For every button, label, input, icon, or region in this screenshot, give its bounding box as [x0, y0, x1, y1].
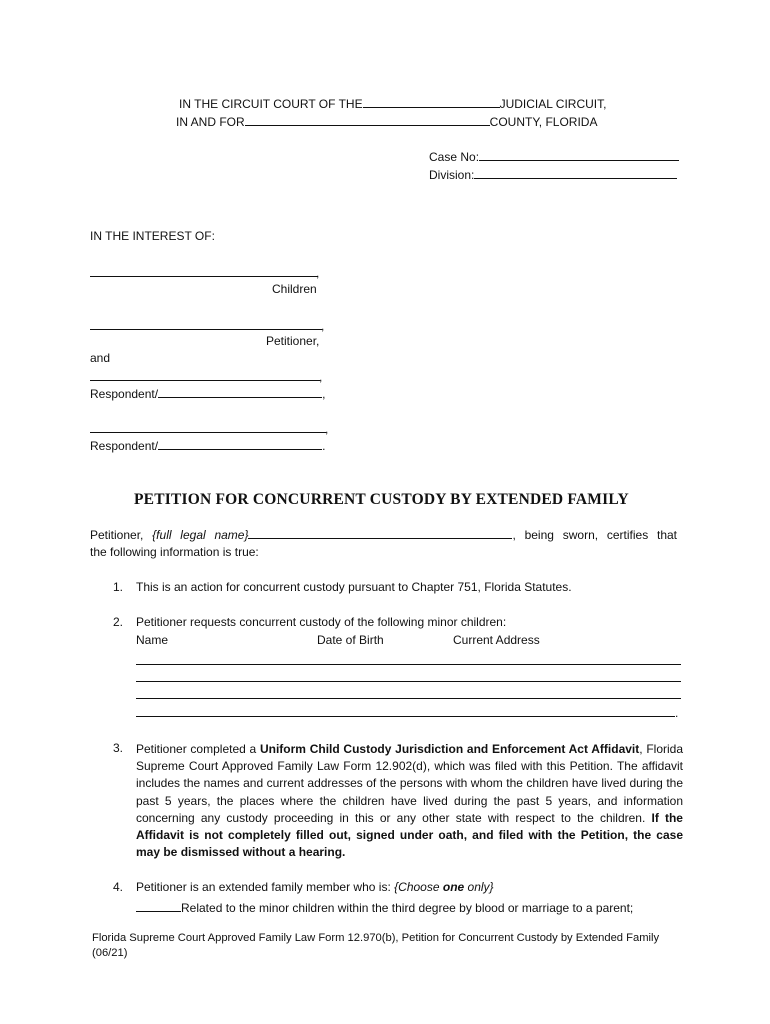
child-row-blank[interactable] [136, 716, 675, 717]
item1-number: 1. [113, 580, 124, 594]
circuit-blank[interactable] [363, 96, 500, 108]
item2-number: 2. [113, 615, 124, 629]
col-name-header: Name [136, 633, 169, 647]
period: . [675, 706, 679, 720]
document-title: PETITION FOR CONCURRENT CUSTODY BY EXTENDED FAMILY [134, 491, 629, 508]
comma: , [316, 266, 320, 280]
ucc-affidavit-name: Uniform Child Custody Jurisdiction and Enforcement Act Affidavit [259, 742, 640, 756]
item3-text: Petitioner completed a Uniform Child Custody Jurisdiction and Enforcement Act Affidavit, Florida Supreme Court Approved Family Law Form 12.902(d), which was filed with this Petition. The affidavit includes the names and current addresses of the persons with whom the children have lived during the past 5 years, the places where the children have lived during the past 5 years, and information concerning any custody proceeding in this or any other state with respect to the children. If the Affidavit is not completely filled out, signed under oath, and filed with the Petition, the case may be dismissed without a hearing. [136, 742, 683, 860]
dismissal-warning: If the Affidavit is not completely filled out, signed under oath, and filed with the Petition [136, 810, 683, 843]
item3-number: 3. [113, 741, 124, 755]
comma: , [321, 319, 325, 333]
division-label: Division: [429, 168, 475, 182]
item4-text: Petitioner is an extended family member who is: {Choose one only} [136, 880, 494, 894]
sworn-text: , being sworn, certifies that [512, 528, 677, 542]
period: . [322, 439, 326, 453]
item1-text: This is an action for concurrent custody pursuant to Chapter 751, Florida Statutes. [136, 580, 572, 594]
case-no-blank[interactable] [479, 149, 679, 161]
child-row-blank[interactable] [136, 664, 681, 665]
footer-line2: (06/21) [92, 947, 128, 959]
intro-petitioner-label: Petitioner, [90, 528, 144, 542]
respondent1-type-blank[interactable] [158, 386, 322, 398]
county-blank[interactable] [245, 114, 490, 126]
county-prefix: IN AND FOR [176, 115, 245, 129]
item2-text: Petitioner requests concurrent custody of the following minor children: [136, 615, 507, 629]
child-row-blank[interactable] [136, 698, 681, 699]
children-label: Children [272, 282, 317, 296]
children-blank[interactable] [90, 276, 318, 277]
col-dob-header: Date of Birth [317, 633, 384, 647]
case-no-label: Case No: [429, 150, 480, 164]
respondent2-type-blank[interactable] [158, 438, 322, 450]
respondent1-line [90, 386, 325, 401]
intro-line2: the following information is true: [90, 545, 259, 559]
full-name-hint: {full legal name} [152, 528, 249, 542]
and-label: and [90, 351, 111, 365]
court-line [179, 96, 606, 111]
comma: , [322, 387, 326, 401]
petitioner-blank[interactable] [90, 329, 322, 330]
option1-text: Related to the minor children within the third degree by blood or marriage to a parent; [181, 901, 634, 915]
petitioner-label: Petitioner, [266, 334, 320, 348]
division-line [429, 167, 677, 182]
respondent2-line [90, 438, 325, 453]
division-blank[interactable] [474, 167, 677, 179]
county-line [176, 114, 597, 129]
respondent1-blank[interactable] [90, 380, 320, 381]
item4-number: 4. [113, 880, 124, 894]
county-suffix: COUNTY, FLORIDA [489, 115, 598, 129]
child-row-blank[interactable] [136, 681, 681, 682]
option1-line [136, 900, 633, 915]
intro-line1 [90, 527, 677, 544]
footer-line1: Florida Supreme Court Approved Family Law Form 12.970(b), Petition for Concurrent Custody by Extended Family [92, 932, 660, 944]
court-suffix: JUDICIAL CIRCUIT, [499, 97, 607, 111]
respondent-label: Respondent/ [90, 387, 159, 401]
comma: , [319, 370, 323, 384]
respondent2-blank[interactable] [90, 432, 326, 433]
comma: , [325, 422, 329, 436]
full-name-blank[interactable] [248, 527, 512, 539]
option1-checkbox-blank[interactable] [136, 900, 181, 912]
col-address-header: Current Address [453, 633, 540, 647]
respondent-label: Respondent/ [90, 439, 159, 453]
case-no-line [429, 149, 679, 164]
interest-label: IN THE INTEREST OF: [90, 229, 215, 243]
court-prefix: IN THE CIRCUIT COURT OF THE [179, 97, 363, 111]
